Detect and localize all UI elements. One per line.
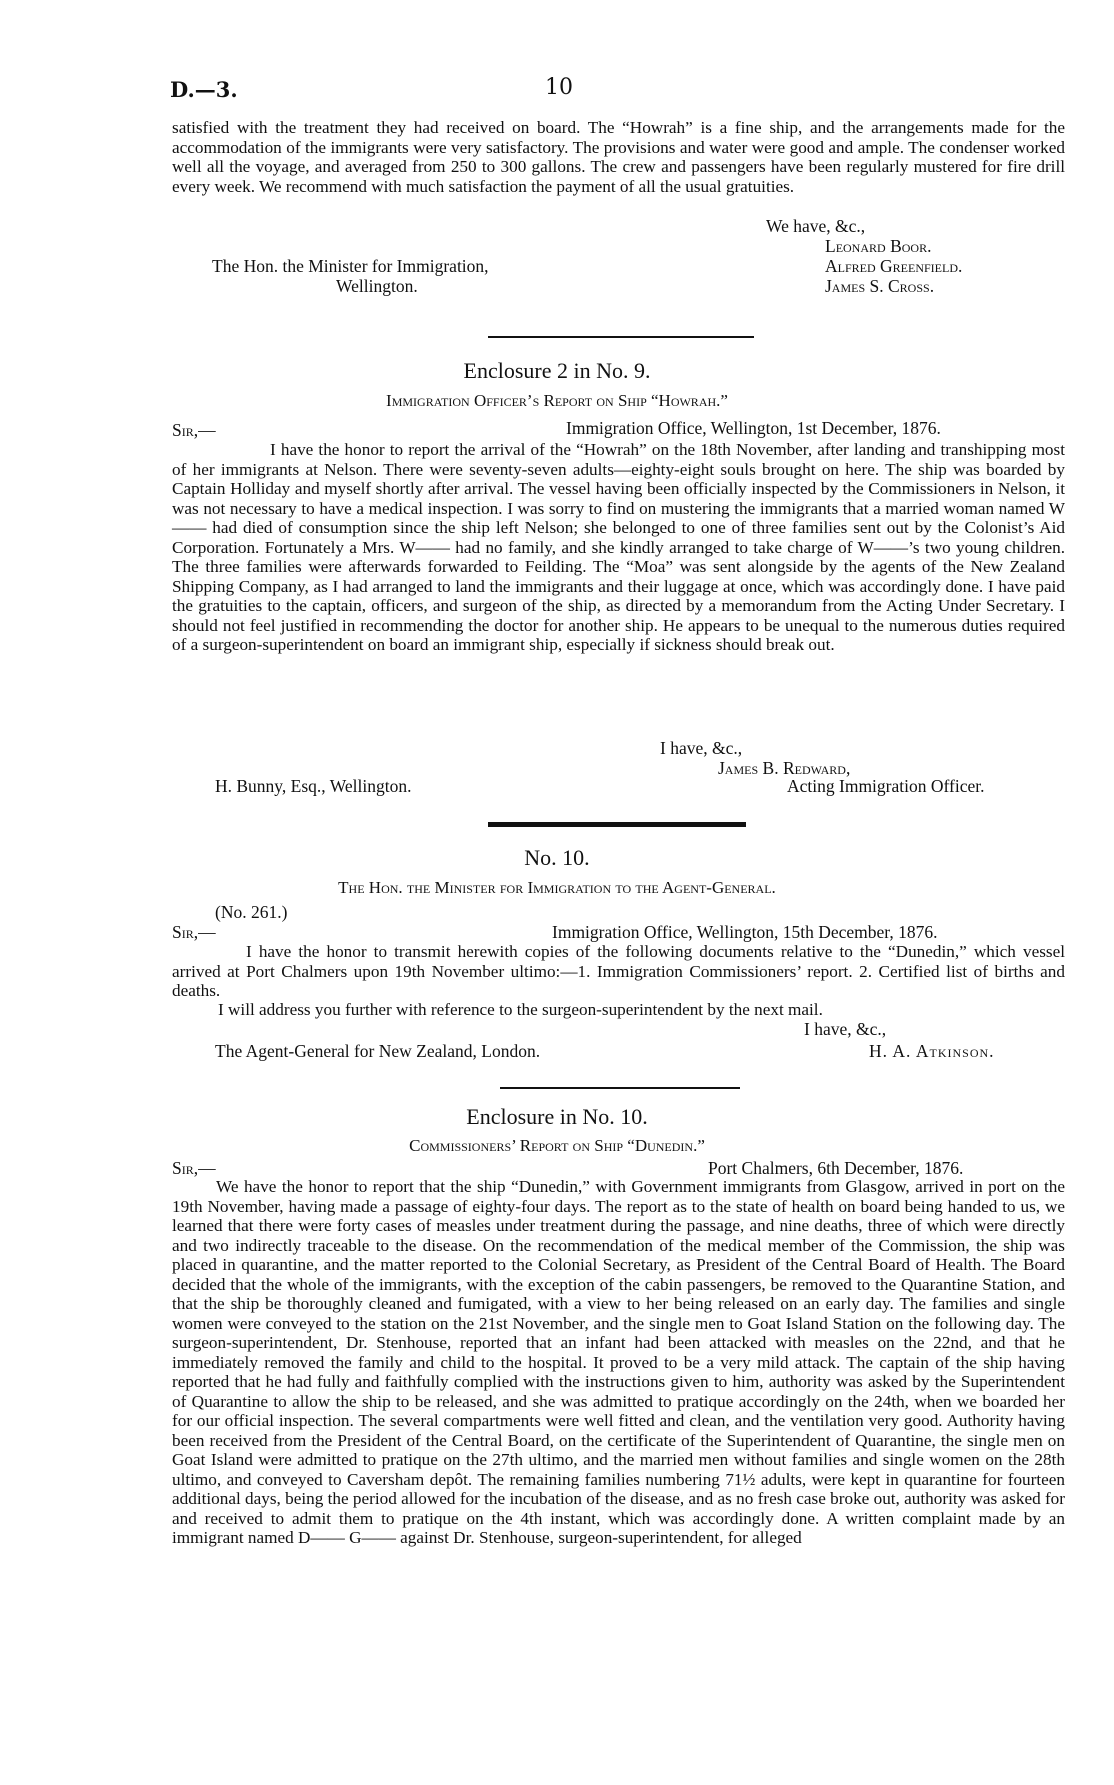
no10-subtitle: The Hon. the Minister for Immigration to the Agent-General. [338,878,776,897]
enclosure10-body: We have the honor to report that the ship “Dunedin,” with Government immigrants from Glasgow, arrived in port on the 19th November, having made a passage of eighty-four days. The report as to the state of health on board being handed to us, we learned that there were forty cases of measles under treatment during the passage, and nine deaths, three of which were directly and two indirectly traceable to the disease. On the recommendation of the medical member of the Commission, the ship was placed in quarantine, and the matter reported to the Colonial Secretary, as President of the Central Board of Health. The Board decided that the whole of the immigrants, with the exception of the cabin passengers, be removed to the Quarantine Station, and that the ship be thoroughly cleaned and fumigated, with a view to her being released on an early day. The families and single women were conveyed to the station on the 21st November, and the single men to Goat Island Station on the following day. The surgeon-superintendent, Dr. Stenhouse, reported that an infant had been attacked with measles on the 22nd, and that he immediately removed the family and child to the hospital. It proved to be a very mild attack. The captain of the ship having reported that he had fully and faithfully complied with the instructions given to him, authority was asked by the Superintendent of Quarantine to allow the ship to be released, and she was admitted to pratique accordingly on the 24th, when we boarded her for our official inspection. The several compartments were well fitted and clean, and the ventilation very good. Authority having been received from the President of the Central Board, on the certificate of the Superintendent of Quarantine, the single men on Goat Island were admitted to pratique on the 27th ultimo, and the married men without families and single women on the 28th ultimo, and conveyed to Caversham depôt. The remaining families numbering 71½ adults, were kept in quarantine for fourteen additional days, being the period allowed for the incubation of the disease, and as no fresh case broke out, authority was asked for and received to admit them to pratique on the 4th instant, which was accordingly done. A written complaint made by an immigrant named D—— G—— against Dr. Stenhouse, surgeon-superintendent, for alleged [172,1177,1066,1547]
letter1-signature-3: James S. Cross. [825,276,935,296]
page-number: 10 [545,75,573,100]
section-divider-thin [500,1087,740,1089]
enclosure10-title: Enclosure in No. 10. [466,1104,648,1129]
no10-addressee: The Agent-General for New Zealand, London. [215,1041,541,1061]
no10-closing: I have, &c., [804,1019,887,1039]
enclosure2-signature: James B. Redward, [718,758,851,778]
enclosure2-signature-title: Acting Immigration Officer. [787,776,985,796]
enclosure2-closing: I have, &c., [660,738,743,758]
section-divider [488,336,754,338]
no10-reference: (No. 261.) [215,902,288,922]
no10-signature: H. A. Atkinson. [869,1041,995,1061]
letter1-closing: We have, &c., [766,216,866,236]
no10-title: No. 10. [524,845,590,870]
no10-place-date: Immigration Office, Wellington, 15th December, 1876. [552,922,938,942]
no10-body: I have the honor to transmit herewith copies of the following documents relative to the “Dunedin,” which vessel arrived at Port Chalmers upon 19th November ultimo:—1. Immigration Commissioners’ report. 2. Certified list of births and deaths. [172,942,1065,1000]
enclosure10-place-date: Port Chalmers, 6th December, 1876. [708,1158,964,1178]
enclosure10-subtitle: Commissioners’ Report on Ship “Dunedin.” [409,1136,705,1155]
enclosure2-place-date: Immigration Office, Wellington, 1st December, 1876. [566,418,941,438]
enclosure2-subtitle: Immigration Officer’s Report on Ship “Howrah.” [386,391,728,410]
enclosure2-addressee: H. Bunny, Esq., Wellington. [215,776,412,796]
section-divider-heavy [488,822,746,827]
letter1-addressee: The Hon. the Minister for Immigration, [212,256,489,276]
no10-body-2: I will address you further with reference to the surgeon-superintendent by the next mail. [218,1000,823,1019]
enclosure2-salutation: Sir,— [172,420,216,440]
letter1-body: satisfied with the treatment they had received on board. The “Howrah” is a fine ship, and the arrangements made for the accommodation of the immigrants were very satisfactory. The provisions and water were good and ample. The condenser worked well all the voyage, and averaged from 250 to 300 gallons. The crew and passengers have been regularly mustered for fire drill every week. We recommend with much satisfaction the payment of all the usual gratuities. [172,118,1065,196]
no10-salutation: Sir,— [172,922,216,942]
enclosure10-salutation: Sir,— [172,1158,216,1178]
letter1-signature-1: Leonard Boor. [825,236,932,256]
letter1-signature-2: Alfred Greenfield. [825,256,963,276]
document-reference: D.—3. [170,77,238,102]
enclosure2-title: Enclosure 2 in No. 9. [463,358,651,383]
enclosure2-body: I have the honor to report the arrival of the “Howrah” on the 18th November, after landing and transhipping most of her immigrants at Nelson. There were seventy-seven adults—eighty-eight souls brought on here. The ship was boarded by Captain Holliday and myself shortly after arrival. The vessel having been officially inspected by the Commissioners in Nelson, it was not necessary to have a medical inspection. I was sorry to find on mustering the immigrants that a married woman named W—— had died of consumption since the ship left Nelson; she belonged to one of three families sent out by the Colonist’s Aid Corporation. Fortunately a Mrs. W—— had no family, and she kindly arranged to take charge of W——’s two young children. The three families were afterwards forwarded to Feilding. The “Moa” was sent alongside by the agents of the New Zealand Shipping Company, as I had arranged to land the immigrants and their luggage at once, which was accordingly done. I have paid the gratuities to the captain, officers, and surgeon of the ship, as directed by a memorandum from the Acting Under Secretary. I should not feel justified in recommending the doctor for another ship. He appears to be unequal to the numerous duties required of a surgeon-superintendent on board an immigrant ship, especially if sickness should break out. [172,440,1065,654]
letter1-addressee-city: Wellington. [336,276,418,296]
